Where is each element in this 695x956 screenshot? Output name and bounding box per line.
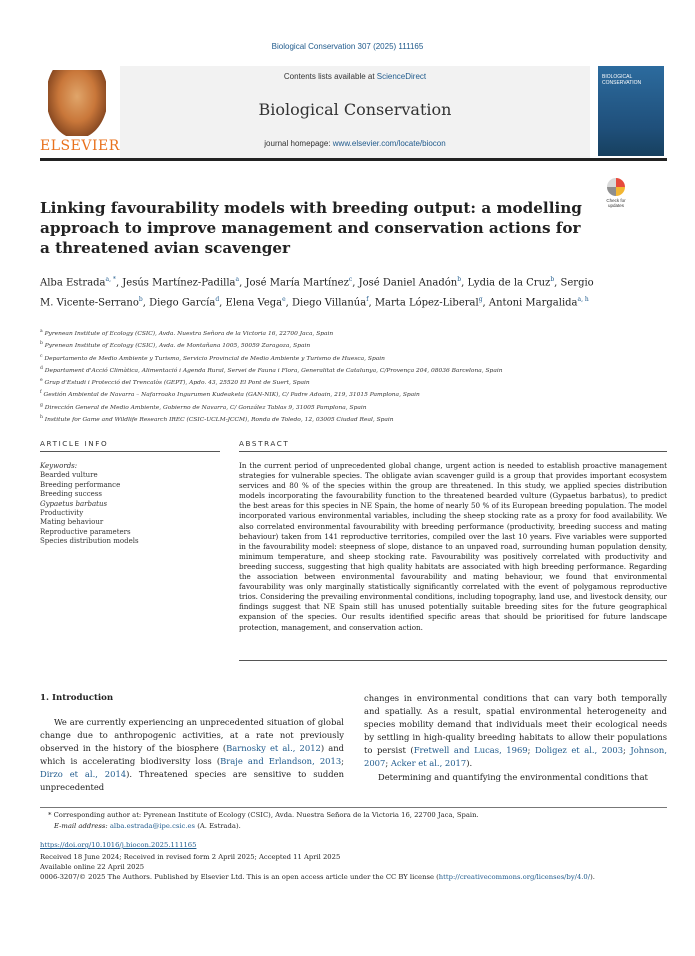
author-name[interactable]: Diego Villanúa xyxy=(292,297,367,309)
keyword-item: Gypaetus barbatus xyxy=(40,499,108,508)
affiliation-item xyxy=(40,327,640,339)
affiliation-item xyxy=(40,413,640,425)
license-line xyxy=(40,872,667,882)
citation-link[interactable]: Johnson, 2007 xyxy=(364,745,667,769)
author-separator: , xyxy=(352,277,359,289)
affiliation-marker: e xyxy=(40,378,43,384)
author-affiliation-marker[interactable]: a, * xyxy=(105,276,116,283)
email-note xyxy=(40,821,667,831)
section-heading-introduction: 1. Introduction xyxy=(40,693,114,703)
citation-link[interactable]: Braje and Erlandson, 2013 xyxy=(220,756,342,767)
affiliation-marker: h xyxy=(40,414,43,420)
author-name[interactable]: Lydia de la Cruz xyxy=(467,277,551,289)
intro-right-column xyxy=(364,692,667,784)
keywords-label: Keywords: xyxy=(40,462,78,470)
author-affiliation-marker[interactable]: a xyxy=(235,276,240,283)
affiliation-list xyxy=(40,327,640,425)
affiliation-text: Grup d'Estudi i Protecció del Trencalòs (GEPT), Apdo. 43, 25520 El Pont de Suert, Spain xyxy=(44,380,310,387)
intro-text: ; xyxy=(341,756,344,767)
affiliation-text: Pyrenean Institute of Ecology (CSIC), Avda. Nuestra Señora de la Victoria 16, 22700 Jaca, Spain xyxy=(44,330,334,337)
intro-left-column xyxy=(40,716,344,795)
header-divider xyxy=(40,158,667,161)
affiliation-text: Dirección General de Medio Ambiente, Gobierno de Navarra, C/ González Tablas 9, 31005 Pamplona, Spain xyxy=(44,404,367,411)
elsevier-wordmark: ELSEVIER xyxy=(40,138,120,154)
author-name[interactable]: Elena Vega xyxy=(225,297,283,309)
article-info-rule xyxy=(40,451,220,452)
intro-paragraph: Determining and quantifying the environmental conditions that xyxy=(378,771,648,782)
cover-title: BIOLOGICAL CONSERVATION xyxy=(602,74,642,86)
author-name[interactable]: Jesús Martínez-Padilla xyxy=(122,277,236,289)
author-separator: , xyxy=(239,277,246,289)
affiliation-text: Institute for Game and Wildlife Research IREC (CSIC-UCLM-JCCM), Ronda de Toledo, 12, 03005 Ciudad Real, Spain xyxy=(44,416,394,423)
affiliation-text: Departament d'Acció Climàtica, Alimentació i Agenda Rural, Servei de Fauna i Flora, Generalitat de Catalunya, C/Provença 204, 08036 Barcelona, Spain xyxy=(44,367,503,374)
intro-text: ) and which is accelerating biodiversity loss ( xyxy=(40,743,345,767)
author-separator: , xyxy=(461,277,468,289)
journal-header xyxy=(40,66,667,158)
crossmark-icon xyxy=(607,178,625,196)
homepage-prefix: journal homepage: xyxy=(264,139,333,148)
doi-link[interactable]: https://doi.org/10.1016/j.biocon.2025.111165 xyxy=(40,841,197,849)
author-list xyxy=(40,271,600,312)
check-updates-label: Check for updates xyxy=(606,198,626,208)
affiliation-marker: c xyxy=(40,353,43,359)
author-affiliation-marker[interactable]: c xyxy=(348,276,353,283)
author-separator: , xyxy=(554,277,561,289)
license-text: 0006-3207/© 2025 The Authors. Published by Elsevier Ltd. This is an open access article under the CC BY license ( xyxy=(40,873,439,882)
check-for-updates-badge[interactable] xyxy=(601,178,631,212)
author-affiliation-marker[interactable]: e xyxy=(282,296,286,304)
affiliation-marker: b xyxy=(40,341,43,347)
author-separator: , xyxy=(115,277,123,289)
intro-text: ). xyxy=(466,758,473,769)
intro-text: ). Threatened species are sensitive to sudden unprecedented xyxy=(40,769,344,793)
affiliation-marker: d xyxy=(40,365,43,371)
affiliation-text: Gestión Ambiental de Navarra – Nafarroako Ingurumen Kudeaketa (GAN-NIK), C/ Padre Adoain, 219, 31015 Pamplona, Spain xyxy=(43,392,420,399)
affiliation-item xyxy=(40,376,640,388)
author-name[interactable]: Diego García xyxy=(149,297,216,309)
journal-title: Biological Conservation xyxy=(258,100,452,119)
corresponding-text: Corresponding author at: Pyrenean Institute of Ecology (CSIC), Avda. Nuestra Señora de la Victoria 16, 22700 Jaca, Spain. xyxy=(53,811,479,819)
intro-text: changes in environmental conditions that can vary both temporally and spatially. As a result, spatial environmental heterogeneity and species mobility demand that individuals meet their ecological needs by settling in high-quality breeding habitats to allow their populations to persist ( xyxy=(364,693,667,756)
intro-text: ; xyxy=(385,758,391,769)
elsevier-logo xyxy=(40,66,120,156)
author-affiliation-marker[interactable]: d xyxy=(215,296,220,304)
email-link[interactable]: alba.estrada@ipe.csic.es xyxy=(109,822,196,830)
abstract-text: In the current period of unprecedented global change, urgent action is needed to establish proactive management strategies for vulnerable species. The obligate avian scavenger guild is a group that provides important ecosystem services and 80 % of the species within the group are threatened. In this study, we applied species distribution models incorporating the favourability function to the threatened bearded vulture (Gypaetus barbatus), to predict the best areas for this species in NE Spain, the home of nearly 50 % of its European breeding population. The model incorporated various environmental variables, including the sheep stocking rate as a proxy for food availability. We also correlated environmental favourability with breeding performance (productivity, breeding success and mating behaviour) taken from 141 reproductive territories, compiled over the last 10 years. Five variables were supported in the favourability model: steepness of slope, distance to an unpaved road, surrounding human population density, minimum temperature, and sheep stocking rate. Favourability was positively correlated with productivity and breeding success, suggesting that high quality habitats are associated with high breeding performance. Regarding the association between environmental favourability and mating behaviour, we found that environmental favourability was only marginally statistically significantly correlated with the event of polygamous reproductive trios. Considering the prevailing environmental conditions, including topography, land use, and livestock density, our findings suggest that NE Spain still has unused potentially suitable breeding sites for the future geographical expansion of the species. Our results identified specific areas that should be prioritised for future landscape protection, management, and conservation action. xyxy=(239,461,667,632)
sciencedirect-link[interactable]: ScienceDirect xyxy=(376,72,427,81)
citation-link[interactable]: Dirzo et al., 2014 xyxy=(40,769,127,780)
affiliation-item xyxy=(40,339,640,351)
contents-line xyxy=(120,72,590,81)
keyword-item: Productivity xyxy=(40,509,84,518)
citation-link[interactable]: Doligez et al., 2003 xyxy=(534,745,624,756)
journal-reference[interactable]: Biological Conservation 307 (2025) 111165 xyxy=(271,42,424,51)
citation-link[interactable]: Fretwell and Lucas, 1969 xyxy=(413,745,528,756)
author-name[interactable]: José María Martínez xyxy=(245,277,349,289)
author-separator: , xyxy=(368,297,375,309)
license-text-end: ). xyxy=(590,873,595,882)
footnote-asterisk: * xyxy=(48,811,54,819)
journal-cover-thumbnail[interactable] xyxy=(598,66,664,156)
author-separator: , xyxy=(142,297,150,309)
affiliation-item xyxy=(40,364,640,376)
license-link[interactable]: http://creativecommons.org/licenses/by/4.0/ xyxy=(438,873,591,882)
author-affiliation-marker[interactable]: f xyxy=(366,296,369,304)
author-affiliation-marker[interactable]: g xyxy=(478,296,483,304)
keyword-item: Breeding success xyxy=(40,490,102,499)
abstract-rule xyxy=(239,451,667,452)
affiliation-item xyxy=(40,352,640,364)
header-center-band xyxy=(120,66,590,158)
article-dates xyxy=(40,852,667,883)
author-separator: , xyxy=(285,297,293,309)
contents-prefix: Contents lists available at xyxy=(283,72,377,81)
affiliation-marker: a xyxy=(40,329,43,334)
author-name[interactable]: Marta López-Liberal xyxy=(374,297,479,309)
author-name[interactable]: José Daniel Anadón xyxy=(358,277,458,289)
intro-text: We are currently experiencing an unprecedented situation of global change due to anthropogenic activities, at a rate not previously observed in the history of the biosphere ( xyxy=(40,717,344,754)
keyword-item: Reproductive parameters xyxy=(40,527,131,536)
intro-text: ; xyxy=(527,745,535,756)
keywords-list xyxy=(40,471,220,546)
affiliation-marker: f xyxy=(40,390,42,396)
homepage-link[interactable]: www.elsevier.com/locate/biocon xyxy=(332,139,446,148)
email-suffix: (A. Estrada). xyxy=(195,822,241,830)
keyword-item: Mating behaviour xyxy=(40,518,104,527)
keywords-block xyxy=(40,462,220,547)
affiliation-marker: g xyxy=(40,402,43,408)
author-affiliation-marker[interactable]: b xyxy=(138,296,143,304)
online-date: Available online 22 April 2025 xyxy=(40,863,145,872)
elsevier-tree-icon xyxy=(48,70,106,136)
affiliation-text: Departamento de Medio Ambiente y Turismo, Servicio Provincial de Medio Ambiente y Turismo de Huesca, Spain xyxy=(44,355,385,362)
abstract-end-rule xyxy=(239,660,667,661)
author-separator: , xyxy=(482,297,489,309)
affiliation-item xyxy=(40,401,640,413)
affiliation-item xyxy=(40,388,640,400)
author-affiliation-marker[interactable]: b xyxy=(550,276,555,283)
keyword-item: Species distribution models xyxy=(40,537,139,546)
author-name[interactable]: Sergio M. Vicente-Serrano xyxy=(40,277,594,309)
homepage-line xyxy=(120,139,590,148)
abstract-heading: ABSTRACT xyxy=(239,439,290,448)
keyword-item: Bearded vulture xyxy=(40,471,98,480)
keyword-item: Breeding performance xyxy=(40,480,121,489)
article-info-heading: ARTICLE INFO xyxy=(40,439,109,448)
author-affiliation-marker[interactable]: b xyxy=(457,276,462,283)
author-name[interactable]: Antoni Margalida xyxy=(488,297,578,309)
article-title: Linking favourability models with breeding output: a modelling approach to improve management and conservation actions for a threatened avian scavenger xyxy=(40,199,582,257)
citation-link[interactable]: Acker et al., 2017 xyxy=(390,758,467,769)
author-separator: , xyxy=(219,297,226,309)
email-label: E-mail address: xyxy=(54,822,110,830)
author-affiliation-marker[interactable]: a, h xyxy=(577,296,589,304)
affiliation-text: Pyrenean Institute of Ecology (CSIC), Avda. de Montañana 1005, 50059 Zaragoza, Spain xyxy=(44,343,311,350)
author-name[interactable]: Alba Estrada xyxy=(40,277,106,289)
intro-text: ; xyxy=(623,745,631,756)
corresponding-author-note xyxy=(40,810,667,820)
citation-link[interactable]: Barnosky et al., 2012 xyxy=(226,743,321,754)
received-dates: Received 18 June 2024; Received in revised form 2 April 2025; Accepted 11 April 2025 xyxy=(40,853,341,861)
footnote-divider xyxy=(40,807,667,808)
